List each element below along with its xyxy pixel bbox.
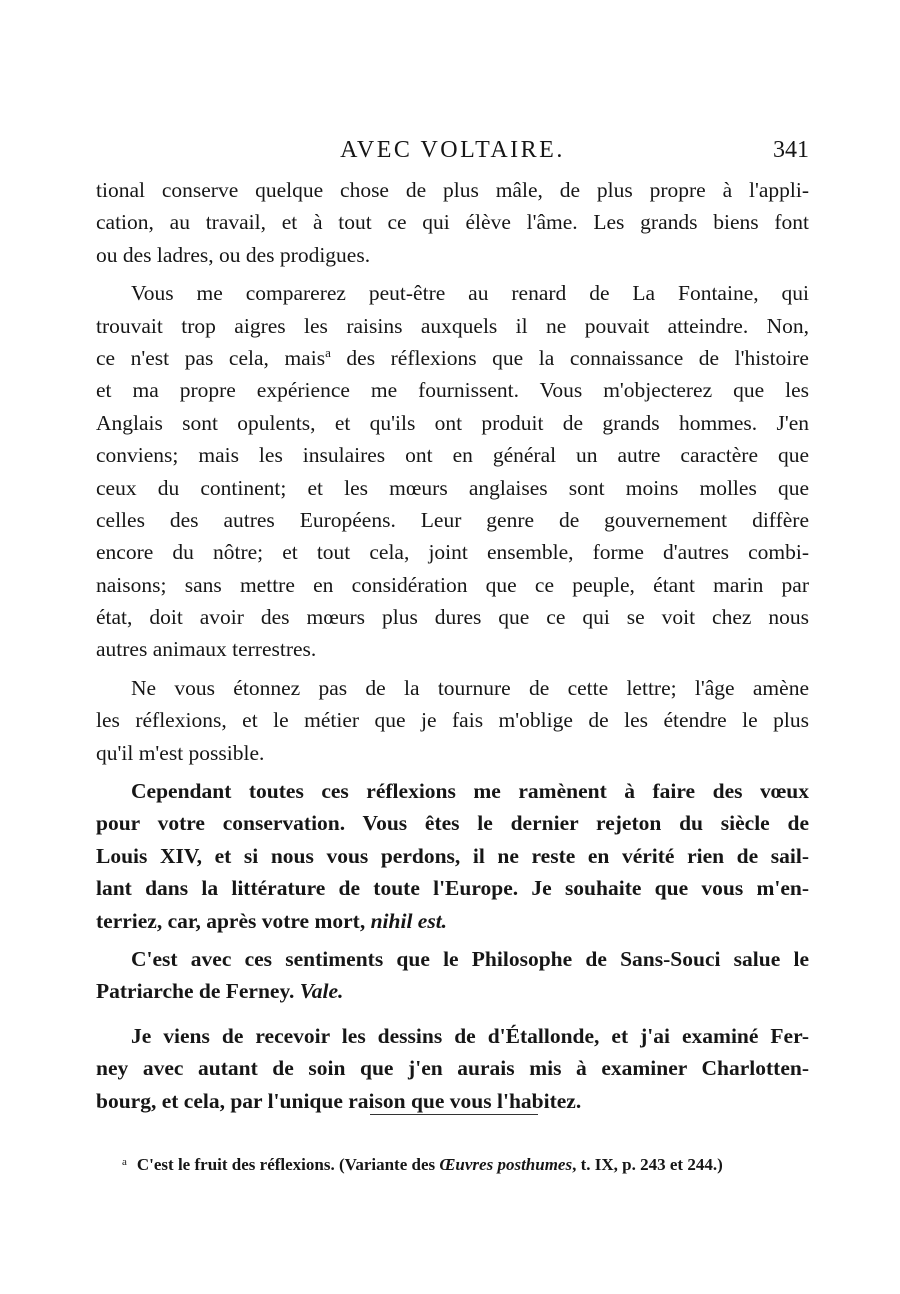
text-line: tional conserve quelque chose de plus mâle, de plus propre à l'appli- (96, 178, 809, 202)
text-line: Ne vous étonnez pas de la tournure de cette lettre; l'âge amène (131, 675, 809, 700)
text-line: naisons; sans mettre en considération que ce peuple, étant marin par (96, 572, 809, 597)
text-line: cation, au travail, et à tout ce qui élève l'âme. Les grands biens font (96, 210, 809, 235)
text-line: Vous me comparerez peut-être au renard de La Fontaine, qui (131, 281, 809, 306)
footnote-text: , t. IX, p. 243 et 244.) (572, 1155, 723, 1174)
text-line: bourg, et cela, par l'unique raison que vous l'habitez. (96, 1088, 582, 1113)
text-line: Je viens de recevoir les dessins de d'Étallonde, et j'ai examiné Fer- (131, 1023, 809, 1048)
text-line (96, 905, 809, 937)
body-text (96, 174, 809, 1117)
text-line: pour votre conservation. Vous êtes le dernier rejeton du siècle de (96, 811, 809, 836)
italic-phrase: Vale. (299, 979, 344, 1004)
text-segment: Patriarche de Ferney. (96, 979, 300, 1004)
running-head (96, 133, 809, 167)
text-line: C'est avec ces sentiments que le Philosophe de Sans-Souci salue le (131, 946, 809, 971)
text-line: celles des autres Européens. Leur genre de gouvernement diffère (96, 507, 809, 532)
footnote-separator-rule (370, 1114, 538, 1115)
text-line: lant dans la littérature de toute l'Europe. Je souhaite que vous m'en- (96, 876, 809, 901)
text-line: Anglais sont opulents, et qu'ils ont produit de grands hommes. J'en (96, 410, 809, 435)
text-line: ou des ladres, ou des prodigues. (96, 242, 371, 267)
text-segment: terriez, car, après votre mort, (96, 908, 371, 933)
running-title: AVEC VOLTAIRE. (340, 137, 565, 163)
text-segment: ce n'est pas cela, mais (96, 345, 326, 370)
text-segment: des réflexions que la connaissance de l'histoire (330, 345, 809, 370)
text-line: Cependant toutes ces réflexions me ramènent à faire des vœux (131, 779, 809, 804)
text-line: conviens; mais les insulaires ont en général un autre caractère que (96, 443, 809, 468)
footnote (122, 1149, 812, 1178)
paragraph-gap (96, 1008, 809, 1020)
text-line: ceux du continent; et les mœurs anglaises sont moins molles que (96, 475, 809, 500)
footnote-marker: a (122, 1156, 127, 1168)
text-line: qu'il m'est possible. (96, 740, 265, 765)
text-line: les réflexions, et le métier que je fais m'oblige de les étendre le plus (96, 708, 809, 733)
text-line: ney avec autant de soin que j'en aurais mis à examiner Charlotten- (96, 1056, 809, 1081)
text-line (96, 975, 809, 1007)
italic-phrase: nihil est. (370, 908, 448, 933)
text-line: état, doit avoir des mœurs plus dures que ce qui se voit chez nous (96, 605, 809, 630)
text-line-with-note (96, 342, 809, 374)
text-line: trouvait trop aigres les raisins auxquels il ne pouvait atteindre. Non, (96, 313, 809, 338)
text-line: Louis XIV, et si nous vous perdons, il ne reste en vérité rien de sail- (96, 843, 809, 868)
page-number: 341 (773, 137, 809, 163)
footnote-reference: a (325, 344, 331, 360)
footnote-italic-title: Œuvres posthumes (439, 1155, 573, 1174)
text-line: et ma propre expérience me fournissent. Vous m'objecterez que les (96, 378, 809, 403)
text-line: autres animaux terrestres. (96, 637, 317, 662)
text-line: encore du nôtre; et tout cela, joint ensemble, forme d'autres combi- (96, 540, 809, 565)
footnote-text: C'est le fruit des réflexions. (Variante des (136, 1155, 440, 1174)
